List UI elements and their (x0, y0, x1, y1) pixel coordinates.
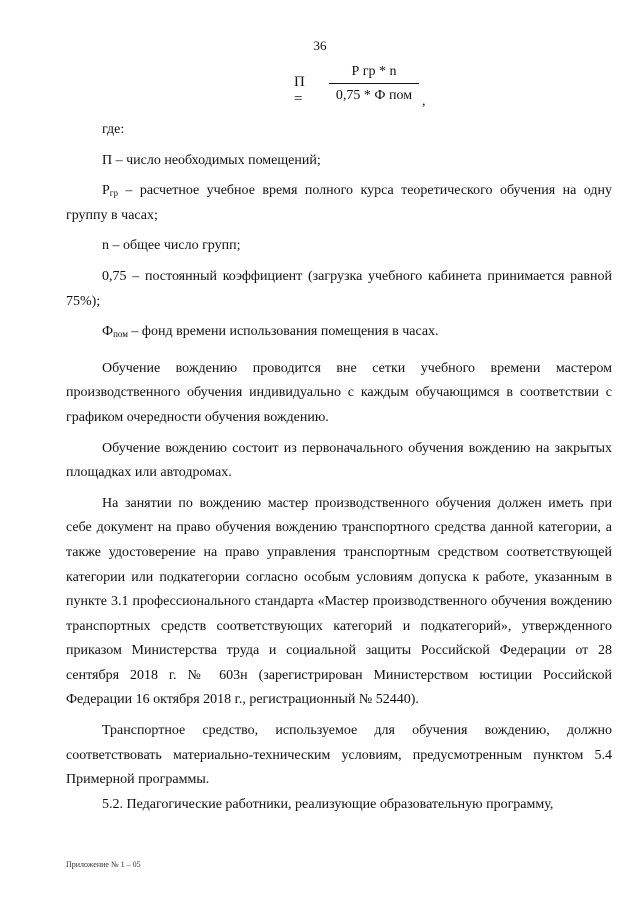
definition-fpom (66, 320, 612, 345)
paragraph-driving-schedule: Обучение вождению проводится вне сетки учебного времени мастером производственного обучения индивидуально с каждым обучающимся в соответствии с графиком очередности обучения вождению. (66, 360, 612, 425)
paragraph-instructor-documents: На занятии по вождению мастер производственного обучения должен иметь при себе документ на право обучения вождению транспортного средства данной категории, а также удостоверение на право управления транспортным средством соответствующей категории или подкатегории согласно особым условиям допуска к работе, указанным в пункте 3.1 профессионального стандарта «Мастер производственного обучения вождению транспортных средств соответствующих категорий и подкатегорий», утвержденного приказом Министерства труда и социальной защиты Российской Федерации от 28 сентября 2018 г. № 603н (зарегистрирован Министерством юстиции Российской Федерации 16 октября 2018 г., регистрационный № 52440). (66, 495, 612, 708)
formula-fraction (329, 64, 419, 104)
fpom-text: – фонд времени использования помещения в часах. (127, 324, 439, 340)
page-number: 36 (313, 38, 327, 53)
definition-p: П – число необходимых помещений; (102, 152, 321, 168)
pgr-symbol: Р (102, 183, 110, 199)
definition-pgr (66, 179, 612, 228)
pgr-text: – расчетное учебное время полного курса теоретического обучения на одну группу в часах; (66, 183, 612, 223)
formula-numerator: Р гр * n (329, 64, 419, 84)
definition-coefficient: 0,75 – постоянный коэффициент (загрузка учебного кабинета принимается равной 75%); (66, 268, 612, 309)
formula-lhs: П = (294, 74, 305, 107)
pgr-subscript: гр (109, 188, 118, 199)
paragraph-driving-initial: Обучение вождению состоит из первоначального обучения вождению на закрытых площадках или автодромах. (66, 440, 612, 481)
where-label: где: (102, 122, 125, 137)
fpom-subscript: пом (113, 329, 128, 340)
fpom-symbol: Ф (102, 324, 114, 340)
formula-comma: , (422, 94, 426, 109)
document-body (66, 118, 612, 817)
paragraph-section-5-2: 5.2. Педагогические работники, реализующие образовательную программу, (102, 796, 554, 812)
paragraph-vehicle-requirements: Транспортное средство, используемое для обучения вождению, должно соответствовать материально-техническим условиям, предусмотренным пунктом 5.4 Примерной программы. (66, 723, 612, 788)
footer-note: Приложение № 1 – 05 (66, 860, 141, 869)
definition-n: n – общее число групп; (102, 238, 241, 254)
formula-denominator: 0,75 * Ф пом (335, 88, 413, 103)
